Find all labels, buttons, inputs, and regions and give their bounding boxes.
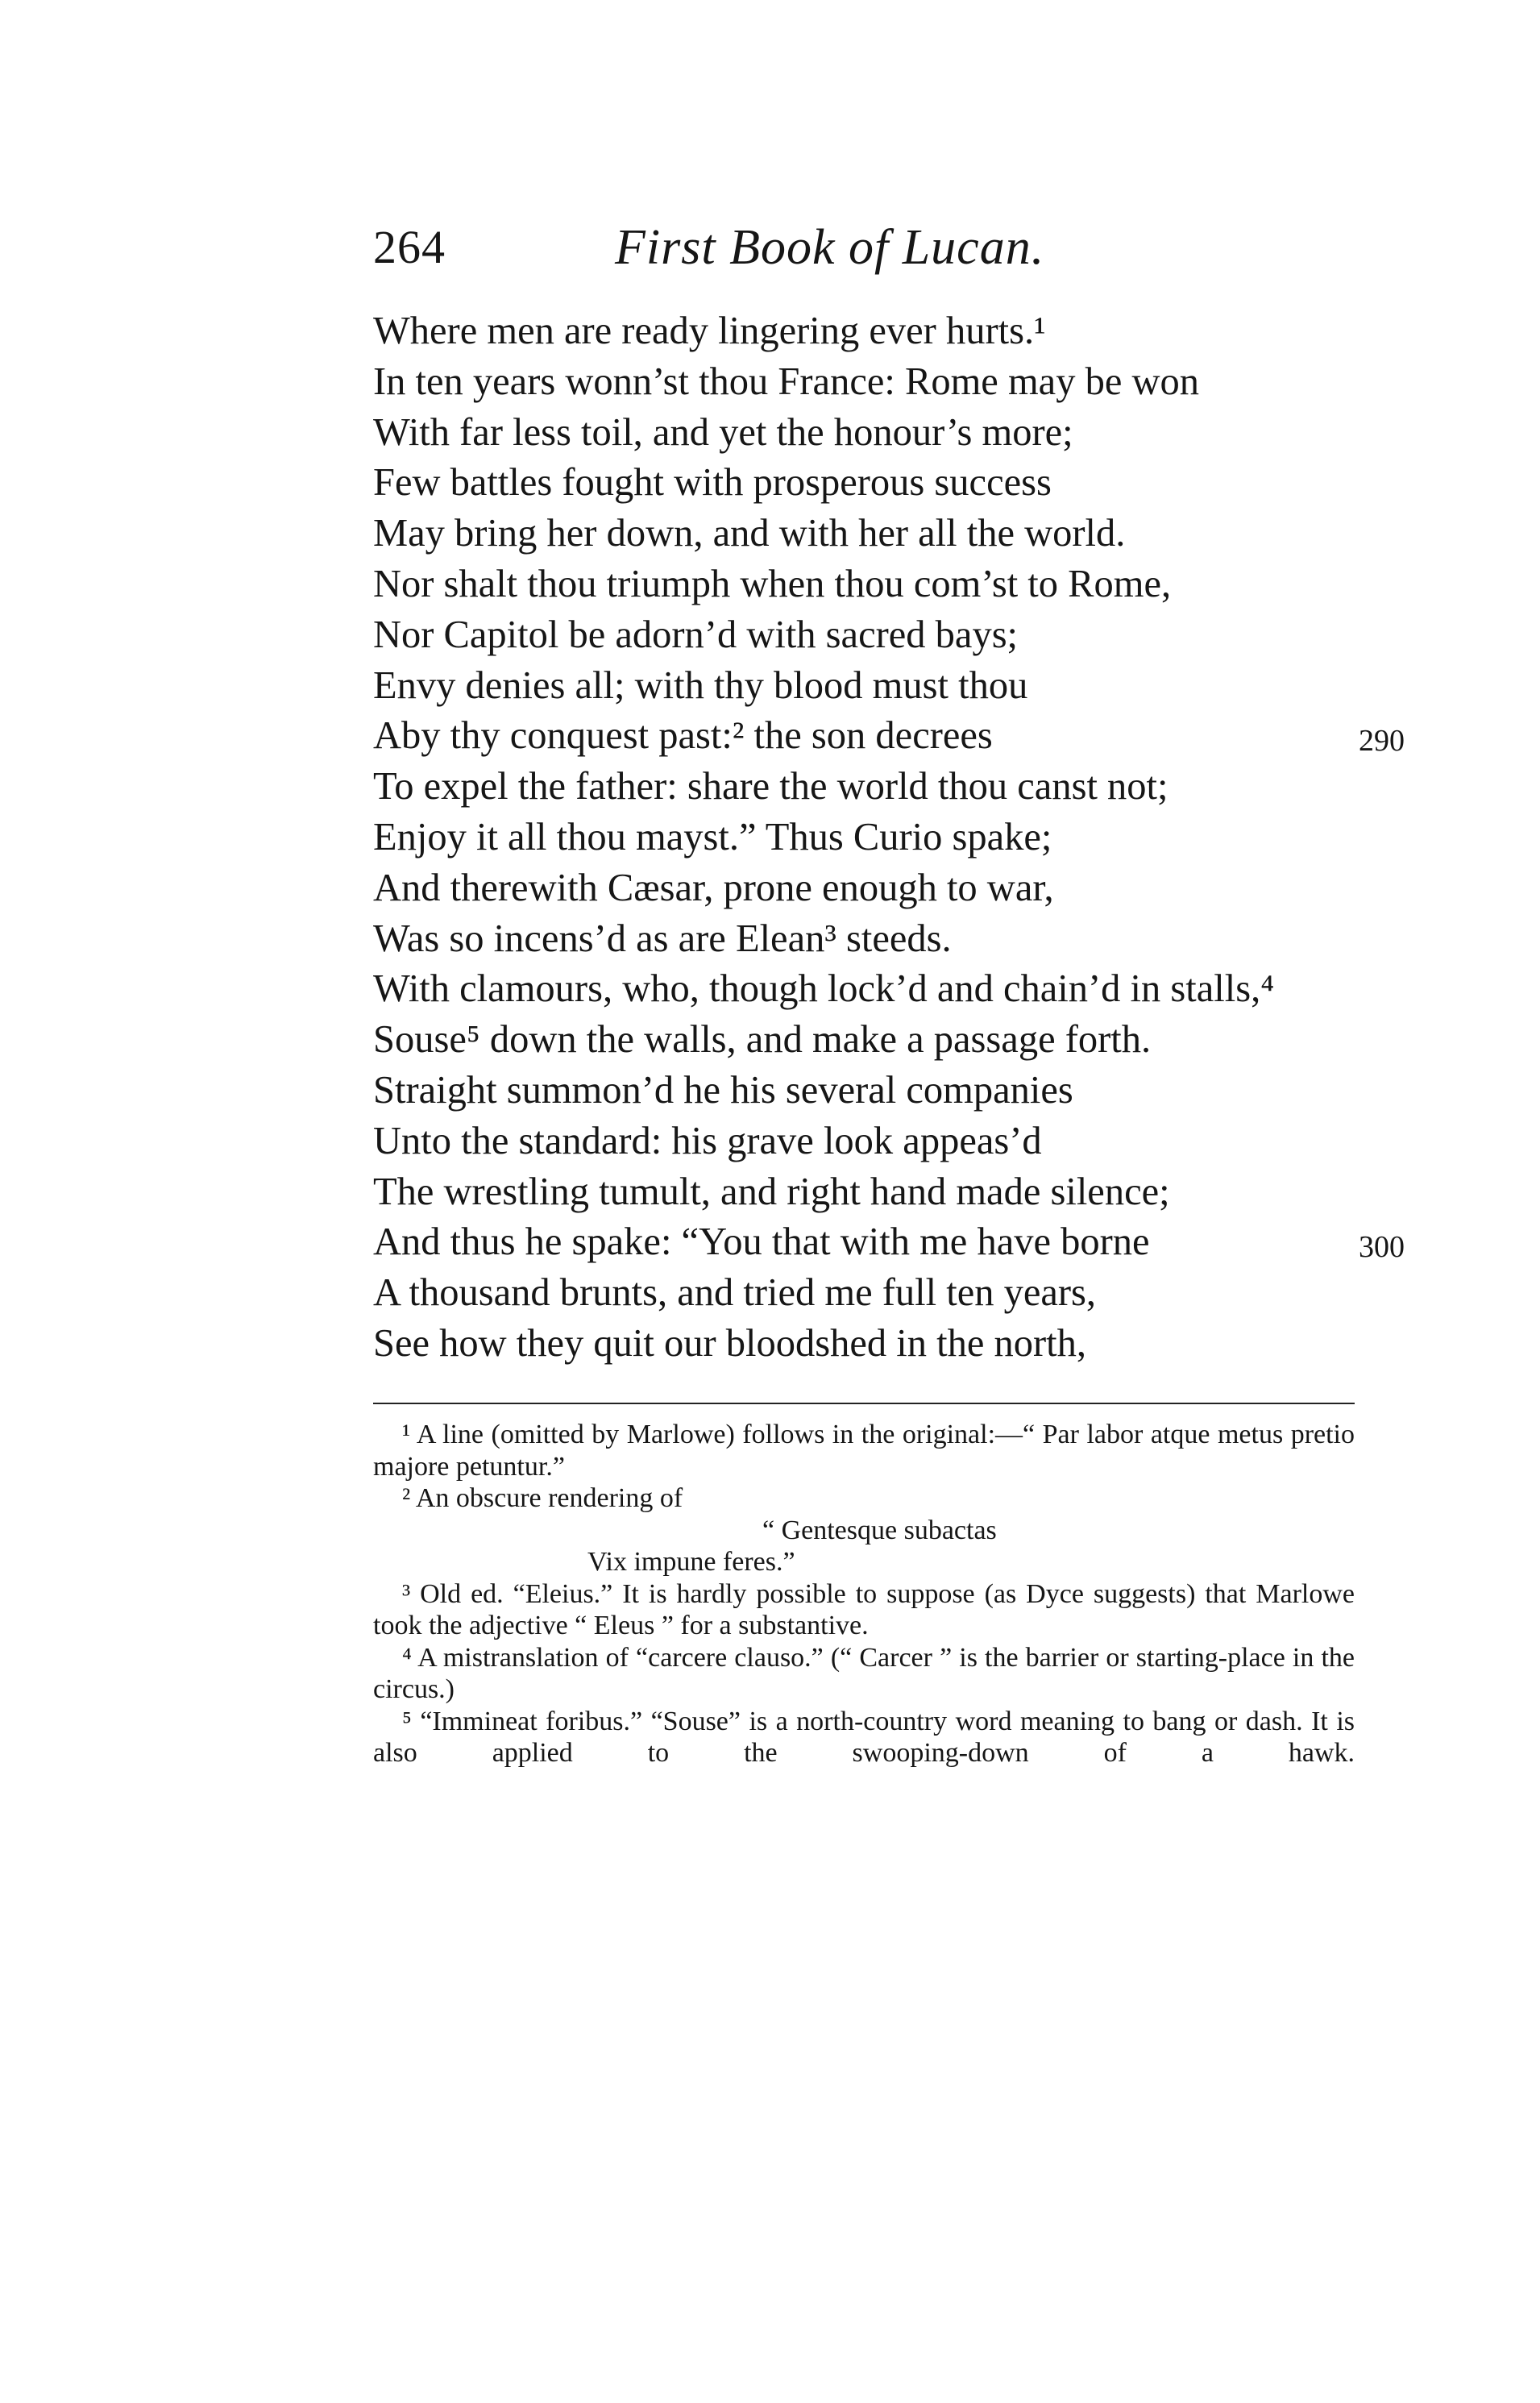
verse-line [373, 863, 1405, 914]
verse-text: Souse⁵ down the walls, and make a passage forth. [373, 1018, 1152, 1062]
verse-line [373, 1116, 1405, 1167]
footnotes [373, 1419, 1355, 1769]
verse-text: Envy denies all; with thy blood must thou [373, 663, 1028, 707]
verse-line [373, 813, 1405, 863]
footnote-2-quote-line: Vix impune feres.” [587, 1547, 795, 1577]
poem-text [373, 306, 1405, 1370]
line-number: 300 [1359, 1230, 1405, 1265]
verse-text: And therewith Cæsar, prone enough to war, [373, 866, 1054, 909]
verse-text: Straight summon’d he his several companies [373, 1068, 1073, 1112]
verse-text: Unto the standard: his grave look appeas’d [373, 1119, 1042, 1162]
verse-text: With clamours, who, though lock’d and chain’d in stalls,⁴ [373, 967, 1275, 1011]
running-title: First Book of Lucan. [615, 220, 1045, 275]
page-number: 264 [373, 221, 446, 273]
verse-line [373, 509, 1405, 559]
verse-text: Where men are ready lingering ever hurts.¹ [373, 310, 1046, 352]
verse-line [373, 1319, 1405, 1370]
verse-line [373, 408, 1405, 459]
verse-line [373, 1015, 1405, 1066]
footnote-divider [373, 1403, 1355, 1404]
verse-line [373, 711, 1405, 762]
verse-line [373, 306, 1405, 357]
verse-text: Was so incens’d as are Elean³ steeds. [373, 917, 952, 960]
verse-line [373, 1268, 1405, 1319]
verse-line [373, 610, 1405, 661]
verse-text: And thus he spake: “You that with me have borne [373, 1220, 1150, 1264]
verse-text: To expel the father: share the world thou canst not; [373, 765, 1168, 809]
line-number: 290 [1359, 724, 1405, 759]
verse-text: The wrestling tumult, and right hand made silence; [373, 1170, 1170, 1213]
footnote-5: ⁵ “Immineat foribus.” “Souse” is a north-country word meaning to bang or dash. It is also applied to the swooping-down of a hawk. [373, 1706, 1355, 1768]
footnote-3: ³ Old ed. “Eleius.” It is hardly possible to suppose (as Dyce suggests) that Marlowe took the adjective “ Eleus ” for a substantive. [373, 1578, 1355, 1640]
verse-text: With far less toil, and yet the honour’s more; [373, 410, 1073, 454]
verse-line [373, 559, 1405, 610]
verse-text: See how they quit our bloodshed in the north, [373, 1321, 1087, 1365]
verse-line [373, 914, 1405, 965]
verse-line [373, 458, 1405, 509]
verse-text: Nor shalt thou triumph when thou com’st to Rome, [373, 562, 1172, 605]
verse-line [373, 357, 1405, 408]
footnote-4: ⁴ A mistranslation of “carcere clauso.” (“ Carcer ” is the barrier or starting-place in the circus.) [373, 1642, 1355, 1704]
verse-line [373, 1167, 1405, 1218]
verse-line [373, 762, 1405, 813]
verse-text: In ten years wonn’st thou France: Rome may be won [373, 360, 1200, 403]
verse-text: May bring her down, and with her all the world. [373, 512, 1126, 555]
verse-line [373, 1217, 1405, 1268]
footnote-2-quote-line: “ Gentesque subactas [762, 1515, 997, 1545]
verse-text: Aby thy conquest past:² the son decrees [373, 714, 993, 758]
verse-line [373, 1066, 1405, 1116]
verse-line [373, 964, 1405, 1015]
page-header [373, 211, 1421, 284]
verse-text: Enjoy it all thou mayst.” Thus Curio spake; [373, 815, 1052, 859]
verse-text: Few battles fought with prosperous success [373, 461, 1052, 505]
verse-line [373, 661, 1405, 712]
footnote-1: ¹ A line (omitted by Marlowe) follows in the original:—“ Par labor atque metus pretio majore petuntur.” [373, 1420, 1355, 1482]
footnote-2-intro: ² An obscure rendering of [402, 1483, 683, 1513]
verse-text: A thousand brunts, and tried me full ten years, [373, 1271, 1097, 1315]
verse-text: Nor Capitol be adorn’d with sacred bays; [373, 613, 1019, 656]
